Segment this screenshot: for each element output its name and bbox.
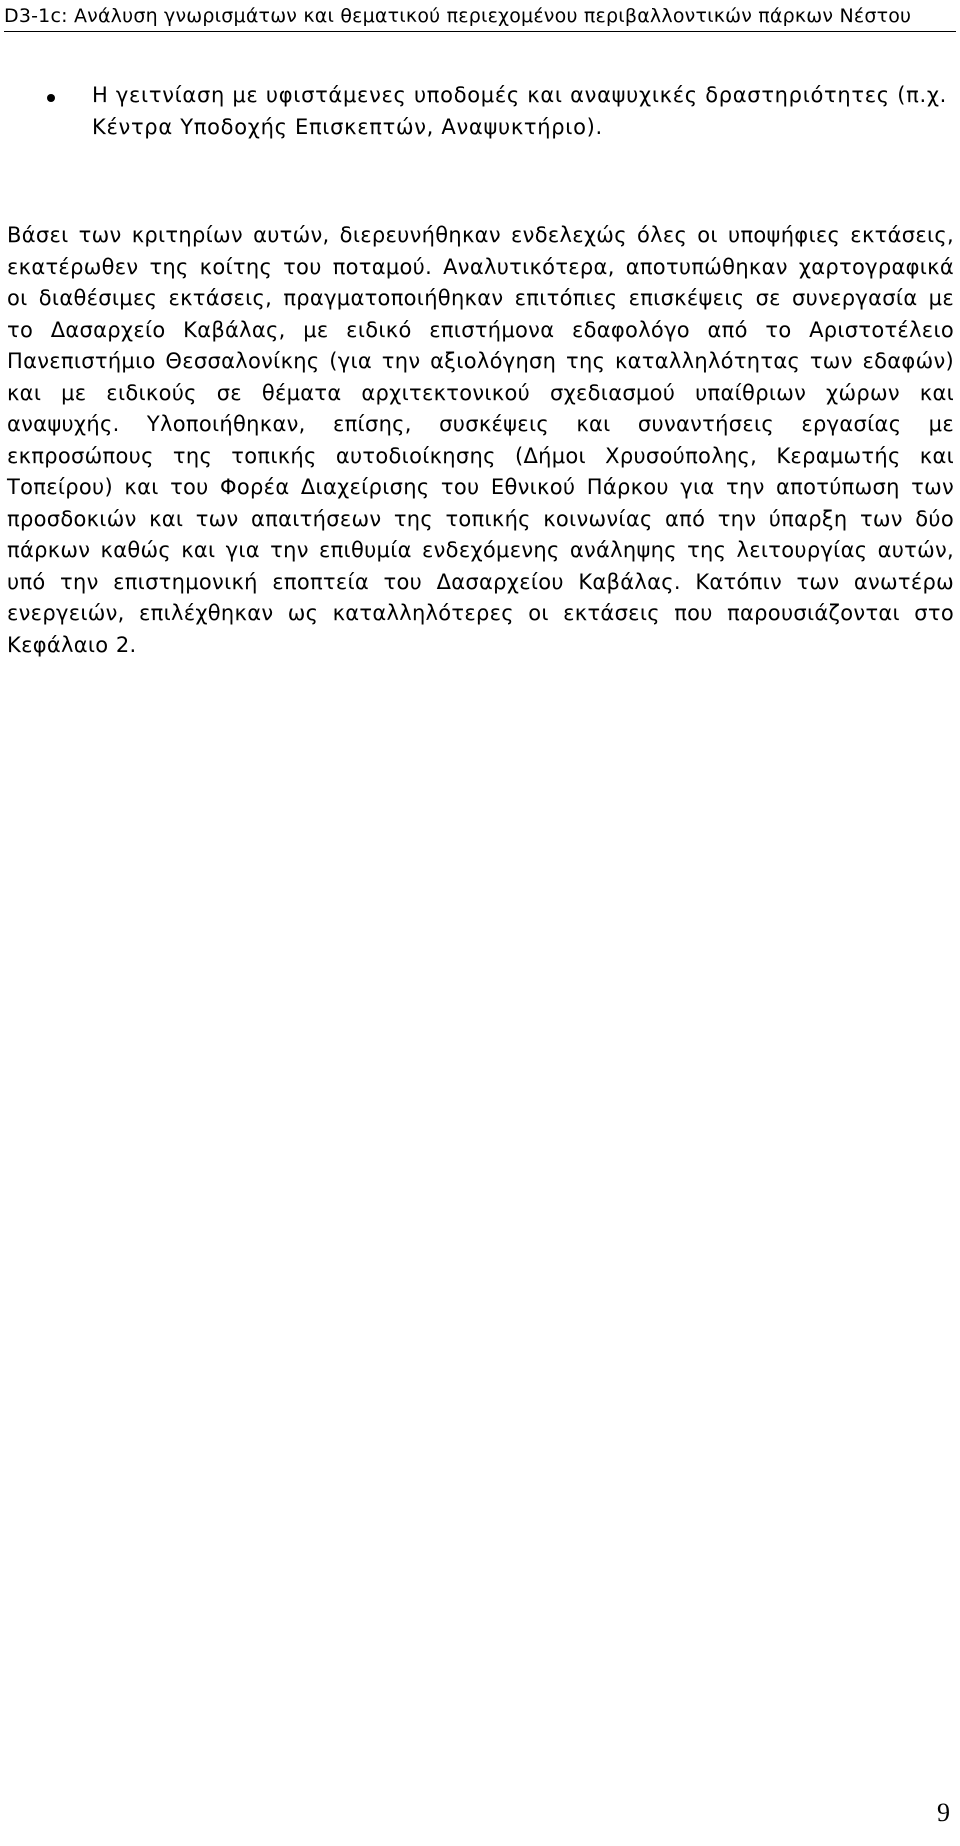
- page-number: 9: [937, 1798, 950, 1827]
- bullet-text: Η γειτνίαση με υφιστάμενες υποδομές και αναψυχικές δραστηριότητες (π.χ. Κέντρα Υποδοχής Επισκεπτών, Αναψυκτήριο).: [92, 83, 948, 139]
- body-paragraph: Βάσει των κριτηρίων αυτών, διερευνήθηκαν ενδελεχώς όλες οι υποψήφιες εκτάσεις, εκατέρωθεν της κοίτης του ποταμού. Αναλυτικότερα, αποτυπώθηκαν χαρτογραφικά οι διαθέσιμες εκτάσεις, πραγματοποιήθηκαν επιτόπιες επισκέψεις σε συνεργασία με το Δασαρχείο Καβάλας, με ειδικό επιστήμονα εδαφολόγο από το Αριστοτέλειο Πανεπιστήμιο Θεσσαλονίκης (για την αξιολόγηση της καταλληλότητας των εδαφών) και με ειδικούς σε θέματα αρχιτεκτονικού σχεδιασμού υπαίθριων χώρων και αναψυχής. Υλοποιήθηκαν, επίσης, συσκέψεις και συναντήσεις εργασίας με εκπροσώπους της τοπικής αυτοδιοίκησης (Δήμοι Χρυσούπολης, Κεραμωτής και Τοπείρου) και του Φορέα Διαχείρισης του Εθνικού Πάρκου για την αποτύπωση των προσδοκιών και των απαιτήσεων της τοπικής κοινωνίας από την ύπαρξη των δύο πάρκων καθώς και για την επιθυμία ενδεχόμενης ανάληψης της λειτουργίας αυτών, υπό την επιστημονική εποπτεία του Δασαρχείου Καβάλας. Κατόπιν των ανωτέρω ενεργειών, επιλέχθηκαν ως καταλληλότερες οι εκτάσεις που παρουσιάζονται στο Κεφάλαιο 2.: [7, 223, 954, 657]
- running-header: D3-1c: Ανάλυση γνωρισμάτων και θεματικού περιεχομένου περιβαλλοντικών πάρκων Νέστου: [4, 4, 956, 32]
- bullet-icon: [47, 94, 55, 102]
